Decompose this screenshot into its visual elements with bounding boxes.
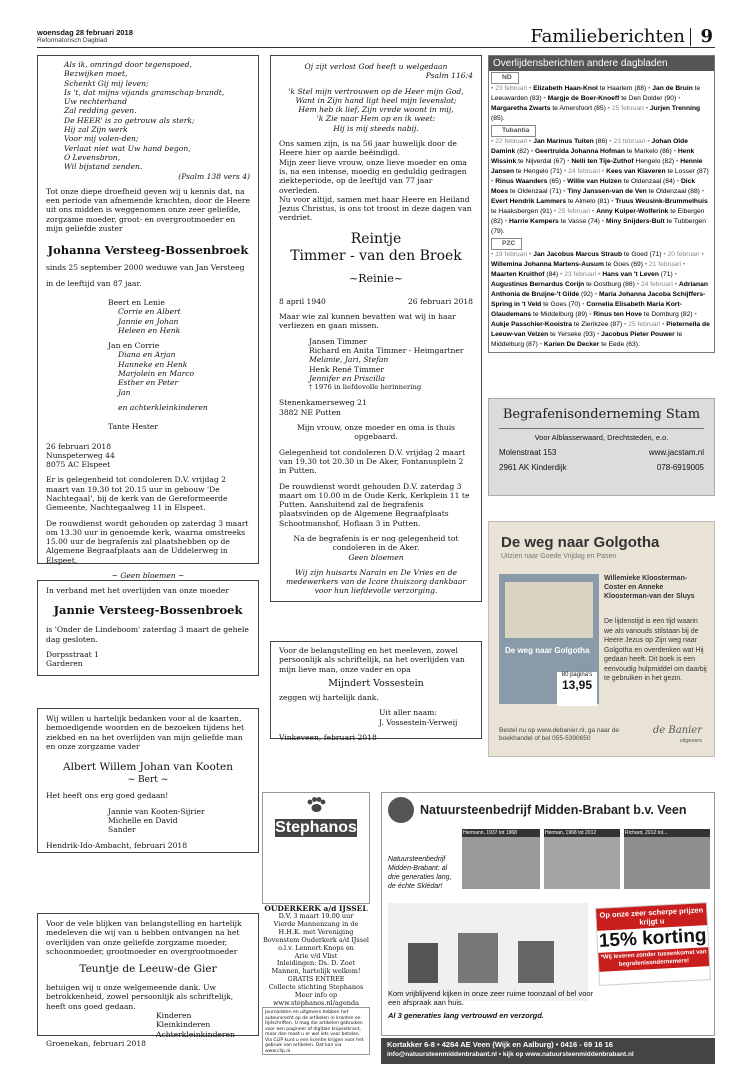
great-grandchildren: en achterkleinkinderen [118, 402, 208, 412]
condolence-text: Er is gelegenheid tot condoleren D.V. vrijdag 2 maart van 19.30 tot 20.15 uur in gebouw 'De Nachtegaal', bij de kerk van de Gereformeerde Gemeente, Nachtegaalweg 11 in Elspeet. [46, 475, 228, 513]
stephanos-line: GRATIS ENTREE [287, 975, 345, 984]
book-cover [499, 574, 599, 704]
register-entry: • 20 februari • Willemina Johanna Martens-Ausum te Goes (69) [491, 251, 704, 268]
thanks-notice-de-leeuw [37, 913, 259, 1048]
register-entry: • Augustinus Bernardus Corijn te Oostburg (86) [491, 271, 677, 288]
publisher-sub: uitgevers [679, 738, 702, 744]
register-entry: • 22 februari • Jan Marinus Tuiten (86) [491, 138, 610, 145]
register-entry: • Dick Moes te Oldenzaal (71) [491, 178, 696, 195]
page-number: 9 [700, 26, 713, 47]
reintje-address: Stenenkamerseweg 21 3882 NE Putten [279, 398, 367, 417]
vossestein-thanks: zeggen wij hartelijk dank. [279, 693, 379, 703]
register-entry: • Geertruida Johanna Hofman te Markelo (86) [530, 148, 674, 155]
stephanos-line: Meer info op [294, 991, 338, 1000]
psalm-verse: Als ik, omringd door tegenspoed, Bezwijken moet, Schenkt Gij mij leven; Is 't, dat mijns vijands gramschap brandt, Uw rechterhand Zal redding geven. De HEER' is zo getrouw als sterk; Hij zal Zijn werk Voor mij volen-den; Verlaat niet wat Uw hand begon, O Levensbron, Wil bijstand zenden. [64, 60, 225, 172]
register-entry: • Rinus ten Hove te Domburg (82) [589, 311, 695, 318]
stam-title: Begrafenisonderneming Stam [502, 407, 701, 422]
golgotha-sub: Uitzien naar Goede Vrijdag en Pasen [501, 553, 617, 560]
deceased-name: Johanna Versteeg-Bossenbroek [47, 243, 249, 258]
register-entry: • Nelli ten Tije-Zuthof Hengelo (82) [567, 158, 677, 165]
stephanos-line: Bovenstem Ouderkerk a/d IJssel [262, 935, 369, 944]
stephanos-line: H.H.K. met Vereniging [278, 927, 354, 936]
no-flowers: ~ Geen bloemen ~ [111, 571, 185, 581]
thanks-notice-vossestein [270, 641, 482, 743]
stephanos-line: Arie v/d Vlist [294, 951, 338, 960]
register-entry: • Hennie Jansen te Hengelo (71) [491, 158, 703, 175]
widow-line: sinds 25 september 2000 weduwe van Jan Versteeg [46, 263, 245, 273]
register-tub-label: Tubantia [491, 125, 536, 137]
natuur-address: Kortakker 6-8 • 4264 AE Veen (Wijk en Aalburg) • 0416 - 69 16 16 [387, 1040, 613, 1049]
reintje-funeral: De rouwdienst wordt gehouden D.V. zaterdag 3 maart om 10.00 in de Oude Kerk, Kerkplein 11 te Putten. Aansluitend zal de begrafenis plaatsvinden op de Algemene Begraafplaats Schootmanshof, Hoflaan 3 in Putten. [279, 481, 470, 528]
natuur-title: Natuursteenbedrijf Midden-Brabant b.v. Veen [420, 803, 687, 817]
funeral-text: De rouwdienst wordt gehouden op zaterdag 3 maart om 13.30 uur in genoemde kerk, waarna omstreeks 15.00 uur de begrafenis zal plaatshebben op de Algemene Begraafplaats aan de Uddelerweg in Elspeet. [46, 518, 249, 565]
golgotha-authors: Willemieke Kloosterman-Coster en Anneke Kloosterman-van der Sluys [604, 575, 695, 600]
reintje-first-name: Reintje [350, 230, 402, 247]
verse-1: Oj zijt verlost God heeft u welgedaan [304, 62, 448, 71]
photo-2: Herman, 1968 tot 2012 [544, 829, 620, 889]
thanks-body: Wij willen u hartelijk bedanken voor al de kaarten, bemoedigende woorden en de bezoeken tijdens het ziekbed en na het overlijden van mijn geliefde man en onze zorgzame vader [46, 714, 245, 751]
register-tubantia [489, 124, 714, 237]
vossestein-name: Mijndert Vossestein [328, 677, 424, 689]
closing-intro: In verband met het overlijden van onze moeder [46, 586, 229, 595]
register-entry: • 25 februari • Anny Kuiper-Wolferink te Eibergen (82) [491, 208, 705, 225]
ad-golgotha [488, 521, 715, 757]
death-date: 26 februari 2018 [407, 296, 473, 306]
death-notice-johanna [37, 55, 259, 581]
thanks-sign: Jannie van Kooten-Sijrier Michelle en David Sander [108, 806, 205, 835]
book-pages: 80 pagina's [561, 672, 593, 678]
register-entry: • Maria Johanna Jacoba Schijffers-Spring in 't Veld te Goes (70) [491, 291, 706, 308]
promo-card [595, 902, 711, 986]
section-title: Familieberichten [530, 26, 685, 47]
age-line: in de leeftijd van 87 jaar. [46, 278, 142, 288]
golgotha-title: De weg naar Golgotha [501, 534, 660, 551]
stam-web[interactable]: www.jacstam.nl [648, 448, 704, 457]
register-entry: • 23 februari • Elizabeth Haan-Knol te Haarlem (88) [491, 85, 649, 92]
book-title: De weg naar Golgotha [505, 646, 590, 655]
vossestein-sign: Uit aller naam: J. Vossestein-Verweij [379, 708, 458, 727]
register-entry: • Truus Weusink-Brummelhuis te Haaksbergen (91) [491, 198, 708, 215]
clip-notice: Journalisten en uitgevers hebben het auteursrecht op de artikelen in kranten en tijdschriften. U mag die artikelen gebruiken voor een pagineer of digitale knipselkrant, maar dan moet u er wel iets voor betalen. Via CLIP kunt u een licentie krijgen voor het gebruik van artikelen. Dat kan via www.clip.nl. [262, 1007, 370, 1055]
publisher-logo: de Banier [652, 725, 702, 736]
death-notice-reintje [270, 55, 482, 602]
closing-name: Jannie Versteeg-Bossenbroek [53, 603, 243, 618]
thanks-nick: ~ Bert ~ [127, 775, 169, 786]
register-entry: • Margje de Boer-Knoeff te Den Dolder (90) [543, 95, 679, 102]
price-tag [557, 672, 597, 706]
reintje-nick: ~Reinie~ [349, 271, 403, 285]
reintje-thanks: Wij zijn huisarts Narain en De Vries en de medewerkers van de Icare thuiszorg dankbaar voor hun liefdevolle verzorging. [286, 567, 466, 596]
register-entry: • 23 februari • Hans van 't Leven (71) [560, 271, 675, 278]
header-divider [690, 28, 691, 46]
notice-intro: Tot onze diepe droefheid geven wij u kennis dat, na een periode van afnemende krachten, door de Heere uit ons midden is weggenomen onze zeer geliefde, zorgzame moeder, groot- en overgrootmoeder en mijn geliefde zuster [46, 186, 250, 234]
register-entry: • Harrie Kempers te Vasse (74) [504, 218, 602, 225]
stephanos-line: Collecte stichting Stephanos [268, 983, 364, 992]
reintje-intro: Ons samen zijn, is na 56 jaar huwelijk door de Heere hier op aarde beëindigd. Mijn zeer lieve vrouw, onze lieve moeder en oma is, na een intense, moedig en geduldig gedragen ziekteperiode, op de leeftijd van 77 jaar overleden. Nu voor altijd, samen met haar Heere en Heiland Jezus Christus, is ons tot troost in deze dagen van verdriet. [279, 139, 472, 223]
vossestein-place: Vinkeveen, februari 2018 [279, 733, 377, 743]
register-entry: • 25 februari • Pieternella de Leeuw-van Velzen te Yerseke (93) [491, 321, 710, 338]
family-2-list: Diana en Arjan Hanneke en Henk Marjolein en Marco Esther en Peter Jan [118, 350, 195, 397]
reintje-no-flowers: Geen bloemen [348, 552, 404, 562]
leeuw-body: Voor de vele blijken van belangstelling en hartelijk medeleven die wij van u hebben ontvangen na het overlijden van onze geliefde zorgzame moeder, schoonmoeder, grootmoeder en overgrootmoeder [46, 919, 242, 956]
register-title: Overlijdensberichten andere dagbladen [489, 56, 714, 71]
tombstones-photo [388, 903, 588, 1001]
thanks-line: Het heeft ons erg goed gedaan! [46, 791, 169, 801]
thanks-place: Hendrik-Ido-Ambacht, februari 2018 [46, 840, 188, 850]
reintje-after: Na de begrafenis is er nog gelegenheid tot condoleren in de Aker. [293, 533, 459, 553]
register-entry: • Karien De Decker te Eede (63). [539, 341, 640, 348]
golgotha-desc: De lijdenstijd is een tijd waarin we als vanouds stilstaan bij de Heere Jezus op Zijn weg naar Golgotha en overdenken wat Hij gedaan heeft. Dit boek is een eenvoudig hulpmiddel om daarbij te gebruiken in het gezin. [604, 618, 707, 682]
register-entry: • Miny Snijders-Bult te Tubbergen (79). [491, 218, 706, 235]
stephanos-head: OUDERKERK a/d IJSSEL [264, 904, 368, 913]
register-entry: • 24 februari • Adrianan Anthonia de Bruijne-'t Gilde (92) [491, 281, 708, 298]
natuur-slogan: Natuursteenbedrijf Midden-Brabant: al drie generaties lang, de échte Sklédar! [388, 856, 452, 890]
family-1-list: Corrie en Albert Jannie en Johan Heleen en Henk [118, 307, 181, 335]
photo-1: Hermann, 1937 tot 1968 [462, 829, 540, 889]
register-entry: • Tiny Janssen-van de Ven te Oldenzaal (88) [563, 188, 702, 195]
register-entry: • 25 februari • Jurjen Trenning (85). [491, 105, 701, 122]
register-entry: • Aukje Passchier-Kooistra te Zierikzee (87) [491, 311, 697, 328]
stephanos-line: Inleidingen: Ds. D. Zoet [276, 959, 356, 968]
register-other-papers [488, 55, 715, 353]
promo-line-2: *Wij leveren zonder tussenkomst van begrafenisondernemers! [598, 947, 709, 972]
natuur-visit: Kom vrijblijvend kijken in onze zeer ruime toonzaal of bel voor een afspraak aan huis. [388, 989, 594, 1007]
stephanos-logo: Stephanos [275, 819, 357, 836]
book-illustration [505, 582, 593, 638]
paw-icon [263, 797, 369, 817]
leeuw-thanks: betuigen wij u onze welgemeende dank. Uw betrokkenheid, zowel persoonlijk als schriftelijk, heeft ons goed gedaan. [46, 983, 234, 1011]
stam-sub: Voor Alblasserwaard, Drechtsteden, e.o. [534, 433, 669, 442]
leeuw-name: Teuntje de Leeuw-de Gier [79, 963, 217, 976]
birth-date: 8 april 1940 [279, 296, 326, 306]
reintje-home: Mijn vrouw, onze moeder en oma is thuis opgebaard. [296, 423, 456, 442]
stephanos-line: o.l.v. Lennert Knops en [278, 943, 354, 952]
closing-sign: Dorpsstraat 1 Garderen [46, 649, 99, 669]
register-pzc [489, 237, 714, 350]
natuur-footer [381, 1038, 715, 1064]
family-1-head: Beert en Lenie [108, 297, 165, 307]
reintje-loss: Maar wie zal kunnen bevatten wat wij in haar verliezen en gaan missen. [279, 312, 456, 331]
stephanos-line: Mannen, hartelijk welkom! [271, 967, 361, 976]
natuur-gens: Al 3 generaties lang vertrouwd en verzorgd. [388, 1011, 544, 1020]
company-logo [388, 797, 414, 823]
photo-3: Richard, 2012 tot... [624, 829, 710, 889]
promo-discount: 15% korting [598, 925, 708, 952]
register-entry: • 23 februari • Johan Olde Damink (82) [491, 138, 688, 155]
golgotha-order[interactable]: Bestel nu op www.debanier.nl, ga naar de boekhandel of bel 055-5390650 [499, 727, 619, 742]
natuur-contact[interactable]: info@natuursteenmiddenbrabant.nl • kijk op www.natuursteenmiddenbrabant.nl [387, 1051, 634, 1058]
stephanos-lines [262, 913, 370, 1008]
book-price: 13,95 [561, 678, 593, 692]
register-entry: • 19 februari • Jan Jacobus Marcus Straub te Goed (71) [491, 251, 664, 258]
register-pzc-label: PZC [491, 238, 522, 250]
thanks-notice-van-kooten [37, 708, 259, 853]
stephanos-line: D.V. 3 maart 19.00 uur [278, 912, 354, 920]
reintje-full-name: Timmer - van den Broek [290, 247, 462, 264]
register-entry: • Margaretha Zwarts te Amersfoort (85) [491, 95, 681, 112]
stam-addr2: 2961 AK Kinderdijk [499, 463, 567, 472]
vossestein-body: Voor de belangstelling en het meeleven, zowel persoonlijk als schriftelijk, na het overlijden van mijn lieve man, onze vader en opa [279, 646, 465, 674]
reintje-family: Jansen Timmer Richard en Anita Timmer - Heimgartner Melanie, Jari, Stefan Henk René Timmer Jennifer en Priscilla † 1976 in liefdevolle herinnering [309, 336, 464, 392]
leeuw-sign: Kinderen Kleinkinderen Achterkleinkinderen [156, 1011, 235, 1039]
closing-notice-jannie [37, 580, 259, 676]
register-entry: • Willie van Hulzen te Oldenzaal (84) [562, 178, 677, 185]
ad-stam [488, 398, 715, 496]
register-entry: • Jan de Bruin te Leeuwarden (83) [491, 85, 701, 102]
verse-1-ref: Psalm 116:4 [425, 71, 473, 81]
promo-line-1: Op onze zeer scherpe prijzen krijgt u [596, 903, 707, 931]
register-entry: • Cornelia Elisabeth Maria Kort-Glaudemans te Middelburg (89) [491, 301, 682, 318]
paper-name: Reformatorisch Dagblad [37, 37, 108, 44]
register-entry: • Rinus Waanders (65) [491, 178, 563, 185]
stephanos-line: Vierde Mannenzang in de [273, 919, 359, 928]
psalm-ref: (Psalm 138 vers 4) [178, 171, 250, 181]
register-entry: • Jacobus Pieter Pouwer te Middelburg (87) [491, 331, 683, 348]
stam-addr1: Molenstraat 153 [499, 448, 557, 457]
stephanos-event [262, 904, 370, 1007]
register-nd-label: ND [491, 72, 519, 84]
ad-stephanos [262, 792, 370, 904]
family-2-head: Jan en Corrie [108, 341, 160, 351]
closing-body: is 'Onder de Lindeboom' zaterdag 3 maart de gehele dag gesloten. [46, 625, 249, 644]
sister-line: Tante Hester [108, 422, 159, 432]
page-header [37, 28, 715, 48]
register-entry: • 21 februari • Maarten Kruithof (84) [491, 261, 686, 278]
register-entry: • 24 februari • Kees van Klaveren te Losser (87) [563, 168, 709, 175]
stephanos-line: www.stephanos.nl/agenda [272, 998, 360, 1007]
issue-date: woensdag 28 februari 2018 [37, 28, 133, 37]
ad-natuursteen [381, 792, 715, 1036]
register-entry: • Henk Wissink te Nijverdal (67) [491, 148, 695, 165]
verse-2: 'k Stel mijn vertrouwen op de Heer mijn God, Want in Zijn hand ligt heel mijn levenslot; Hem heb ik lief, Zijn vrede woont in mij, 'k Zie naar Hem op en ik weet: Hij is mij steeds nabij. [288, 86, 464, 133]
address-block: 26 februari 2018 Nunspeterweg 44 8075 AC Elspeet [46, 441, 115, 470]
life-dates [279, 297, 473, 306]
thanks-name: Albert Willem Johan van Kooten [63, 761, 233, 774]
stam-tel: 078-6919005 [656, 463, 704, 472]
leeuw-place: Groenekan, februari 2018 [46, 1038, 147, 1048]
register-nd [489, 71, 714, 124]
register-entry: • Evert Hendrik Lammers te Almelo (81) [491, 188, 705, 205]
reintje-condolence: Gelegenheid tot condoleren D.V. vrijdag 2 maart van 19.30 tot 20.30 in De Aker, Fontanusplein 2 in Putten. [279, 447, 466, 476]
